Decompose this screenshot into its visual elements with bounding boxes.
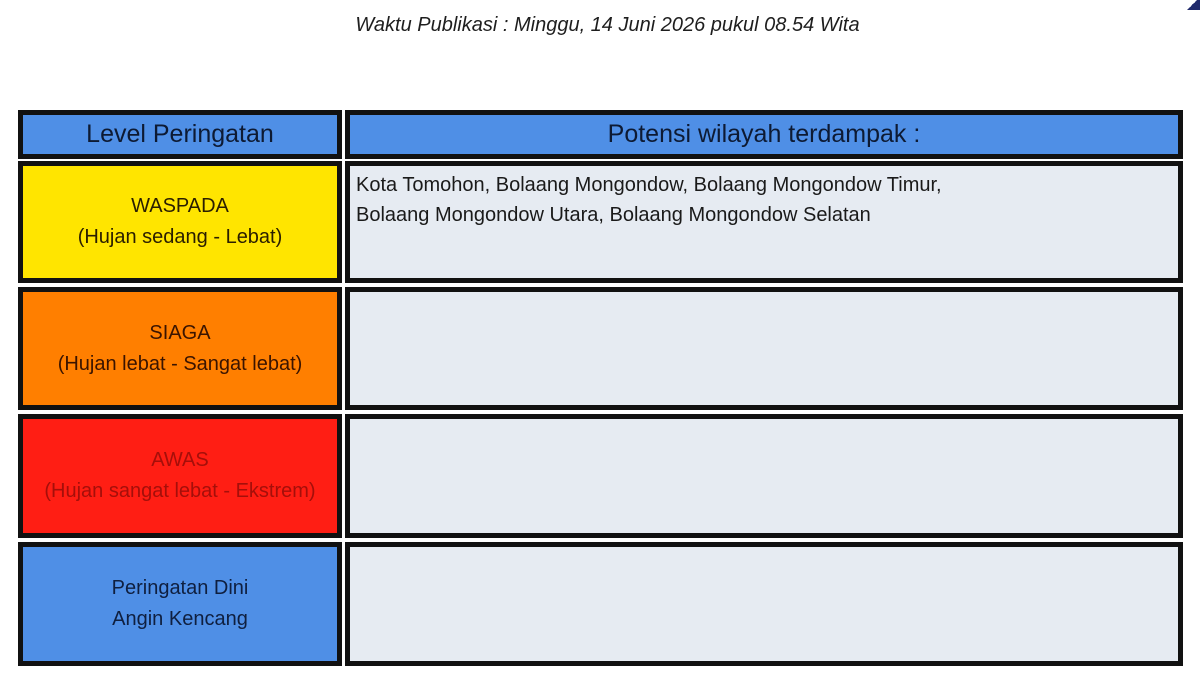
level-description: Angin Kencang [112, 608, 248, 630]
level-name: AWAS [151, 449, 209, 471]
level-description: (Hujan sedang - Lebat) [77, 226, 283, 248]
level-cell-awas [18, 414, 342, 538]
level-name: SIAGA [149, 321, 211, 344]
level-description: (Hujan sangat lebat - Ekstrem) [44, 480, 316, 502]
header-level-label: Level Peringatan [86, 120, 274, 148]
level-cell-waspada [18, 161, 342, 283]
area-text-line: Kota Tomohon, Bolaang Mongondow, Bolaang Mongondow Timur, [356, 174, 942, 196]
level-name: Peringatan Dini [111, 577, 249, 599]
area-cell-siaga [345, 287, 1183, 410]
corner-triangle-icon [1184, 0, 1200, 10]
area-cell-awas [345, 414, 1183, 538]
level-description: (Hujan lebat - Sangat lebat) [57, 352, 303, 375]
level-cell-angin-kencang [18, 542, 342, 666]
header-level-peringatan [18, 110, 342, 159]
area-cell-waspada [345, 161, 1183, 283]
level-name: WASPADA [131, 195, 229, 217]
publication-time: Waktu Publikasi : Minggu, 14 Juni 2026 pukul 08.54 Wita [355, 14, 860, 36]
header-potensi-wilayah [345, 110, 1183, 159]
level-cell-siaga [18, 287, 342, 410]
header-area-label: Potensi wilayah terdampak : [607, 120, 921, 148]
area-cell-angin-kencang [345, 542, 1183, 666]
area-text-line: Bolaang Mongondow Utara, Bolaang Mongondow Selatan [356, 204, 871, 226]
